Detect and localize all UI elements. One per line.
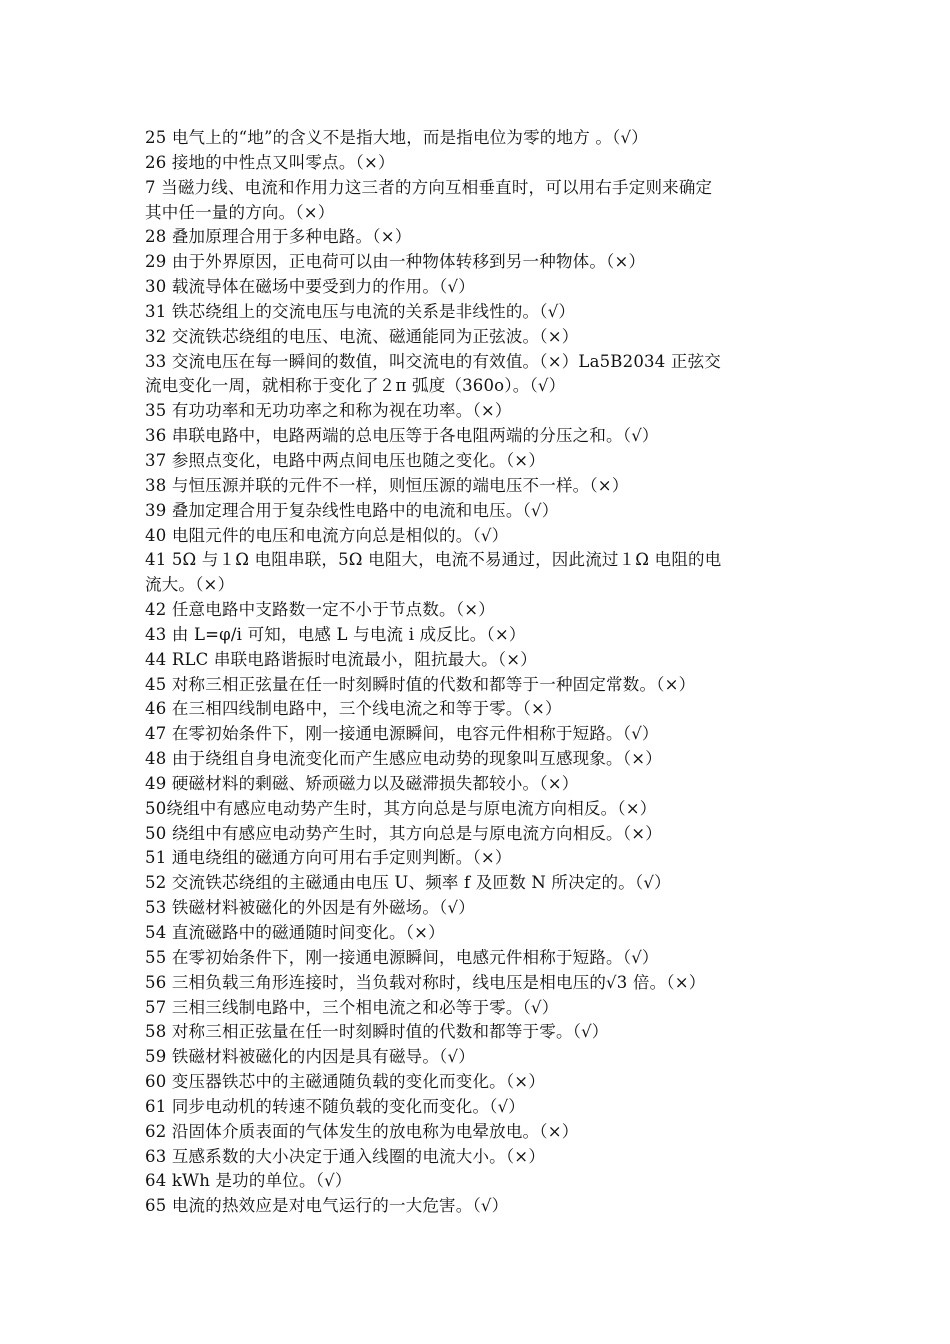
text-line: 50绕组中有感应电动势产生时，其方向总是与原电流方向相反。（×） xyxy=(145,798,657,818)
text-line: 55 在零初始条件下，刚一接通电源瞬间，电感元件相称于短路。（√） xyxy=(145,947,659,967)
text-line: 31 铁芯绕组上的交流电压与电流的关系是非线性的。（√） xyxy=(145,301,576,321)
text-line: 58 对称三相正弦量在任一时刻瞬时值的代数和都等于零。（√） xyxy=(145,1022,609,1042)
text-line: 46 在三相四线制电路中，三个线电流之和等于零。（×） xyxy=(145,699,562,719)
text-line: 32 交流铁芯绕组的电压、电流、磁通能同为正弦波。（×） xyxy=(145,326,579,346)
text-line: 41 5Ω 与１Ω 电阻串联，5Ω 电阻大，电流不易通过，因此流过１Ω 电阻的电 xyxy=(145,550,722,570)
text-line: 流电变化一周，就相称于变化了２π 弧度（360o）。（√） xyxy=(145,376,566,396)
text-line: 45 对称三相正弦量在任一时刻瞬时值的代数和都等于一种固定常数。（×） xyxy=(145,674,696,694)
text-line: 47 在零初始条件下，刚一接通电源瞬间，电容元件相称于短路。（√） xyxy=(145,724,659,744)
text-line: 36 串联电路中，电路两端的总电压等于各电阻两端的分压之和。（√） xyxy=(145,426,659,446)
text-line: 33 交流电压在每一瞬间的数值，叫交流电的有效值。（×）La5B2034 正弦交 xyxy=(145,351,721,371)
text-line: 64 kWh 是功的单位。（√） xyxy=(145,1171,352,1191)
text-line: 53 铁磁材料被磁化的外因是有外磁场。（√） xyxy=(145,898,475,918)
text-line: 其中任一量的方向。（×） xyxy=(145,202,335,222)
text-line: 25 电气上的“地”的含义不是指大地，而是指电位为零的地方 。（√） xyxy=(145,128,648,147)
text-line: 37 参照点变化，电路中两点间电压也随之变化。（×） xyxy=(145,450,546,470)
text-line: 50 绕组中有感应电动势产生时，其方向总是与原电流方向相反。（×） xyxy=(145,823,662,843)
text-line: 61 同步电动机的转速不随负载的变化而变化。（√） xyxy=(145,1096,526,1116)
text-line: 56 三相负载三角形连接时，当负载对称时，线电压是相电压的√3 倍。（×） xyxy=(145,972,706,992)
text-line: 44 RLC 串联电路谐振时电流最小，阻抗最大。（×） xyxy=(145,649,537,669)
text-line: 63 互感系数的大小决定于通入线圈的电流大小。（×） xyxy=(145,1146,546,1166)
text-line: 28 叠加原理合用于多种电路。（×） xyxy=(145,227,412,247)
text-line: 7 当磁力线、电流和作用力这三者的方向互相垂直时，可以用右手定则来确定 xyxy=(145,177,713,197)
text-line: 流大。（×） xyxy=(145,575,235,595)
document-body xyxy=(145,126,805,1219)
text-line: 51 通电绕组的磁通方向可用右手定则判断。（×） xyxy=(145,848,512,868)
text-line: 43 由 L=φ/i 可知，电感 L 与电流 i 成反比。（×） xyxy=(145,624,526,644)
text-line: 39 叠加定理合用于复杂线性电路中的电流和电压。（√） xyxy=(145,500,559,520)
text-line: 59 铁磁材料被磁化的内因是具有磁导。（√） xyxy=(145,1047,475,1067)
text-line: 40 电阻元件的电压和电流方向总是相似的。（√） xyxy=(145,525,509,545)
text-line: 52 交流铁芯绕组的主磁通由电压 U、频率 f 及匝数 N 所决定的。（√） xyxy=(145,873,671,893)
text-line: 49 硬磁材料的剩磁、矫顽磁力以及磁滞损失都较小。（×） xyxy=(145,773,579,793)
text-line: 57 三相三线制电路中，三个相电流之和必等于零。（√） xyxy=(145,997,559,1017)
text-line: 54 直流磁路中的磁通随时间变化。（×） xyxy=(145,923,445,942)
text-line: 62 沿固体介质表面的气体发生的放电称为电晕放电。（×） xyxy=(145,1121,579,1141)
text-line: 42 任意电路中支路数一定不小于节点数。（×） xyxy=(145,600,495,620)
text-line: 65 电流的热效应是对电气运行的一大危害。（√） xyxy=(145,1196,509,1216)
text-line: 38 与恒压源并联的元件不一样，则恒压源的端电压不一样。（×） xyxy=(145,475,629,495)
text-line: 48 由于绕组自身电流变化而产生感应电动势的现象叫互感现象。（×） xyxy=(145,749,662,769)
text-line: 29 由于外界原因，正电荷可以由一种物体转移到另一种物体。（×） xyxy=(145,252,646,272)
text-line: 60 变压器铁芯中的主磁通随负载的变化而变化。（×） xyxy=(145,1072,546,1092)
text-line: 30 载流导体在磁场中要受到力的作用。（√） xyxy=(145,277,475,297)
text-line: 26 接地的中性点又叫零点。（×） xyxy=(145,152,395,172)
text-line: 35 有功功率和无功功率之和称为视在功率。（×） xyxy=(145,401,512,421)
